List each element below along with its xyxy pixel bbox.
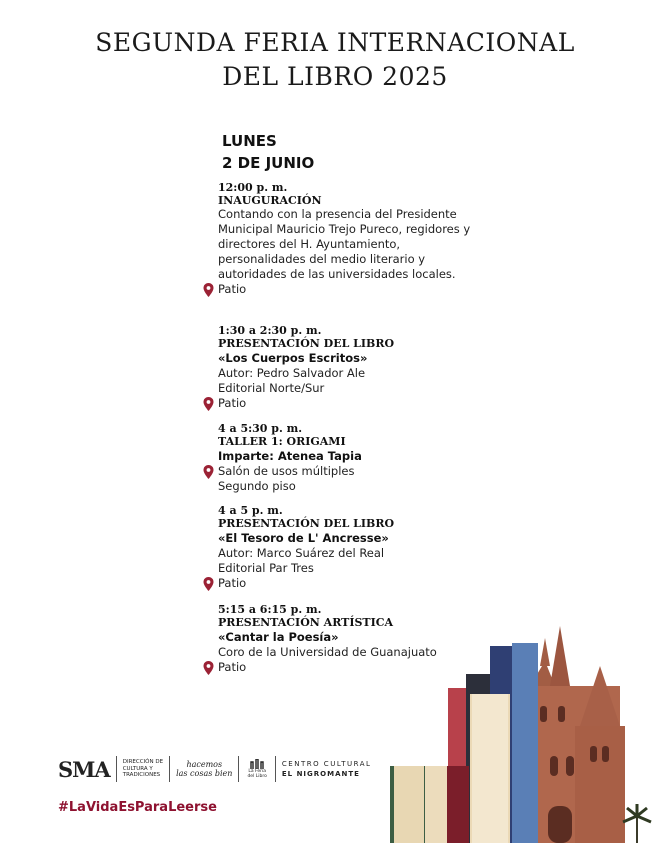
event-title: PRESENTACIÓN DEL LIBRO [218,517,395,530]
divider [169,756,170,782]
location-pin-icon [203,283,214,297]
slogan-line-1: hacemos [186,760,223,769]
location-pin-icon [203,661,214,675]
direccion-logo [123,759,163,779]
event-title: TALLER 1: ORIGAMI [218,435,346,448]
event-title: INAUGURACIÓN [218,194,322,207]
event-location-text: Patio [218,282,247,296]
direccion-line-2: CULTURA Y [122,765,153,772]
church-icon [530,626,625,843]
event-location-floor: Segundo piso [218,479,296,493]
palm-tree-icon [623,804,651,843]
slogan-logo [176,760,232,778]
event-subtitle: «Cantar la Poesía» [218,630,339,644]
divider [275,756,276,782]
page-title [0,26,670,94]
location-pin-icon [203,577,214,591]
location-pin-icon [203,397,214,411]
event-location-text: Patio [218,576,247,590]
title-line-1: SEGUNDA FERIA INTERNACIONAL [95,28,575,57]
location-pin-icon [203,465,214,479]
event-publisher: Editorial Par Tres [218,561,314,575]
event-time: 4 a 5:30 p. m. [218,422,303,435]
centro-line-2: EL NIGROMANTE [281,770,360,778]
event-publisher: Editorial Norte/Sur [218,381,325,395]
direccion-line-1: DIRECCIÓN DE [122,759,164,766]
feria-libro-logo [247,759,266,779]
slogan-line-2: las cosas bien [176,769,233,778]
feria-line-1: La Feria [248,769,266,774]
footer-logos [58,752,371,786]
centro-line-1: CENTRO CULTURAL [281,760,372,768]
event-subtitle: «El Tesoro de L' Ancresse» [218,531,389,545]
date: 2 DE JUNIO [222,154,315,172]
event-time: 5:15 a 6:15 p. m. [218,603,322,616]
day-heading [222,130,314,174]
feria-line-2: del Libro [247,774,267,779]
event-author: Autor: Marco Suárez del Real [218,546,385,560]
event-location [218,576,474,591]
event-item [204,422,474,494]
sma-logo: SMA [58,756,110,782]
divider [238,756,239,782]
direccion-line-3: TRADICIONES [122,772,161,779]
title-line-2: DEL LIBRO 2025 [222,62,448,91]
event-location [218,396,474,411]
event-location [218,282,474,297]
event-subtitle: «Los Cuerpos Escritos» [218,351,368,365]
hashtag: #LaVidaEsParaLeerse [58,800,217,815]
event-description: Contando con la presencia del Presidente Municipal Mauricio Trejo Pureco, regidores y directores del H. Ayuntamiento, personalidades del medio literario y autoridades de las universidades locales. [218,207,471,281]
event-location [218,464,474,479]
event-title: PRESENTACIÓN ARTÍSTICA [218,616,394,629]
event-location-text: Patio [218,396,247,410]
event-time: 12:00 p. m. [218,181,288,194]
books-and-church-illustration [380,626,670,843]
event-author: Autor: Pedro Salvador Ale [218,366,366,380]
event-performer: Coro de la Universidad de Guanajuato [218,645,437,659]
event-location-text: Salón de usos múltiples [218,464,355,478]
event-item [204,181,474,297]
weekday: LUNES [222,132,277,150]
event-item [204,504,474,591]
event-title: PRESENTACIÓN DEL LIBRO [218,337,395,350]
event-time: 4 a 5 p. m. [218,504,283,517]
centro-cultural-logo [282,759,372,779]
event-item [204,324,474,411]
event-location-text: Patio [218,660,247,674]
event-time: 1:30 a 2:30 p. m. [218,324,322,337]
event-subtitle: Imparte: Atenea Tapia [218,449,362,463]
divider [116,756,117,782]
feria-building-icon [250,759,264,769]
